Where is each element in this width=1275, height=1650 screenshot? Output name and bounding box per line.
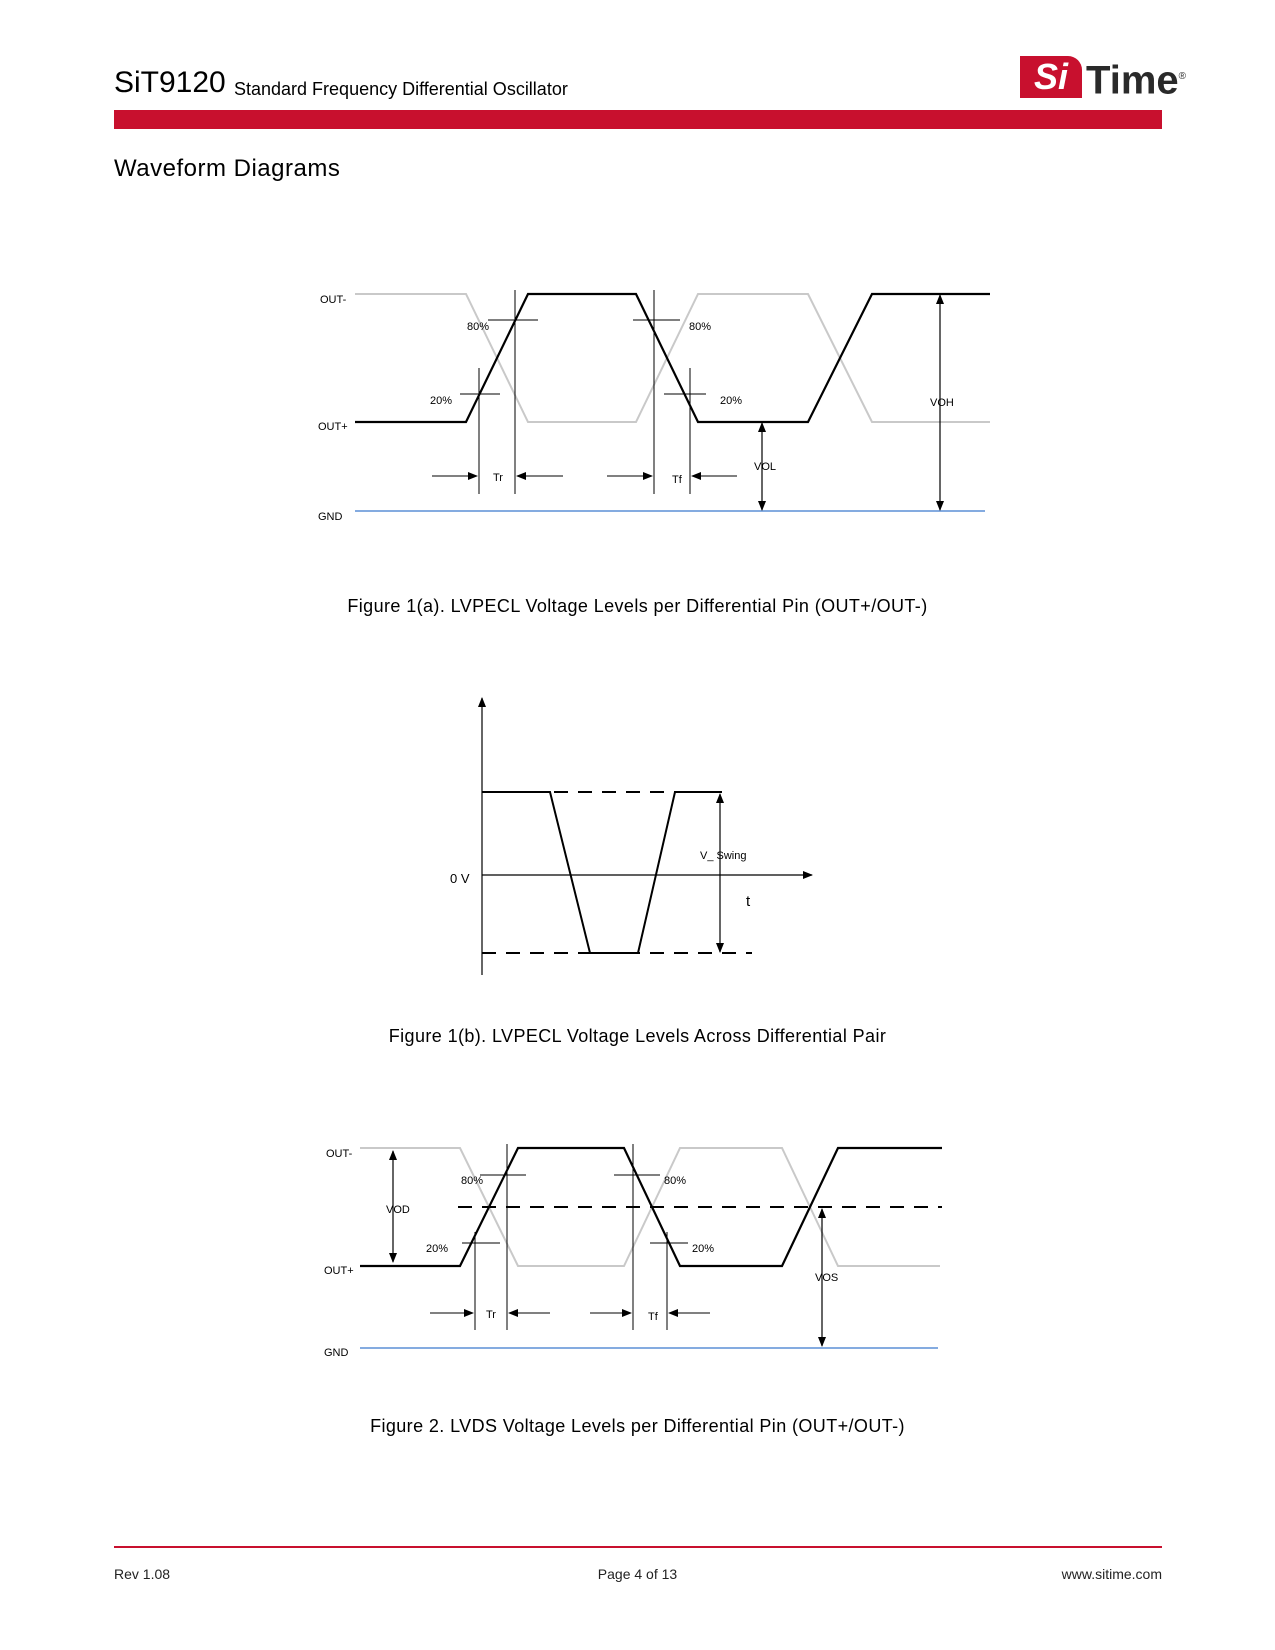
figure-1b-diagram: [0, 690, 1275, 990]
label-20-right: 20%: [692, 1243, 715, 1255]
label-80-right: 80%: [689, 321, 712, 333]
label-zero-v: 0 V: [450, 871, 470, 886]
part-number: SiT9120: [114, 66, 226, 99]
label-tr: Tr: [486, 1309, 496, 1321]
label-tf: Tf: [648, 1311, 658, 1323]
label-vos: VOS: [815, 1272, 839, 1284]
label-vol: VOL: [754, 461, 777, 473]
figure-1b-caption: Figure 1(b). LVPECL Voltage Levels Across Differential Pair: [388, 1026, 887, 1046]
label-80-right: 80%: [664, 1175, 687, 1187]
differential-waveform: [482, 792, 722, 953]
label-80-left: 80%: [461, 1175, 484, 1187]
label-20-left: 20%: [430, 395, 453, 407]
label-gnd: GND: [318, 511, 343, 523]
label-out-minus: OUT-: [320, 294, 347, 306]
label-vod: VOD: [386, 1204, 410, 1216]
label-v-swing: V_ Swing: [700, 850, 747, 862]
sitime-logo: [1020, 54, 1187, 103]
label-gnd: GND: [324, 1347, 349, 1359]
label-20-right: 20%: [720, 395, 743, 407]
header-bar: [114, 110, 1162, 129]
label-80-left: 80%: [467, 321, 490, 333]
label-out-plus: OUT+: [324, 1265, 354, 1277]
figure-1a-diagram: [0, 270, 1275, 530]
label-voh: VOH: [930, 397, 954, 409]
footer-revision: Rev 1.08: [114, 1566, 171, 1582]
figure-2-caption: Figure 2. LVDS Voltage Levels per Differential Pin (OUT+/OUT-): [370, 1416, 905, 1436]
footer-line: [114, 1546, 1162, 1548]
label-tr: Tr: [493, 472, 503, 484]
figure-1a-caption: Figure 1(a). LVPECL Voltage Levels per Differential Pin (OUT+/OUT-): [347, 596, 928, 616]
logo-si-mark: Si: [1020, 56, 1082, 98]
footer-url[interactable]: www.sitime.com: [1061, 1566, 1162, 1582]
label-out-plus: OUT+: [318, 421, 348, 433]
label-out-minus: OUT-: [326, 1148, 353, 1160]
product-description: Standard Frequency Differential Oscillator: [234, 79, 568, 99]
section-title: Waveform Diagrams: [114, 155, 341, 182]
label-tf: Tf: [672, 474, 682, 486]
footer-page-number: Page 4 of 13: [597, 1566, 678, 1582]
label-t: t: [746, 893, 751, 910]
logo-time-text: Time®: [1086, 58, 1187, 103]
figure-2-diagram: [0, 1130, 1275, 1370]
label-20-left: 20%: [426, 1243, 449, 1255]
